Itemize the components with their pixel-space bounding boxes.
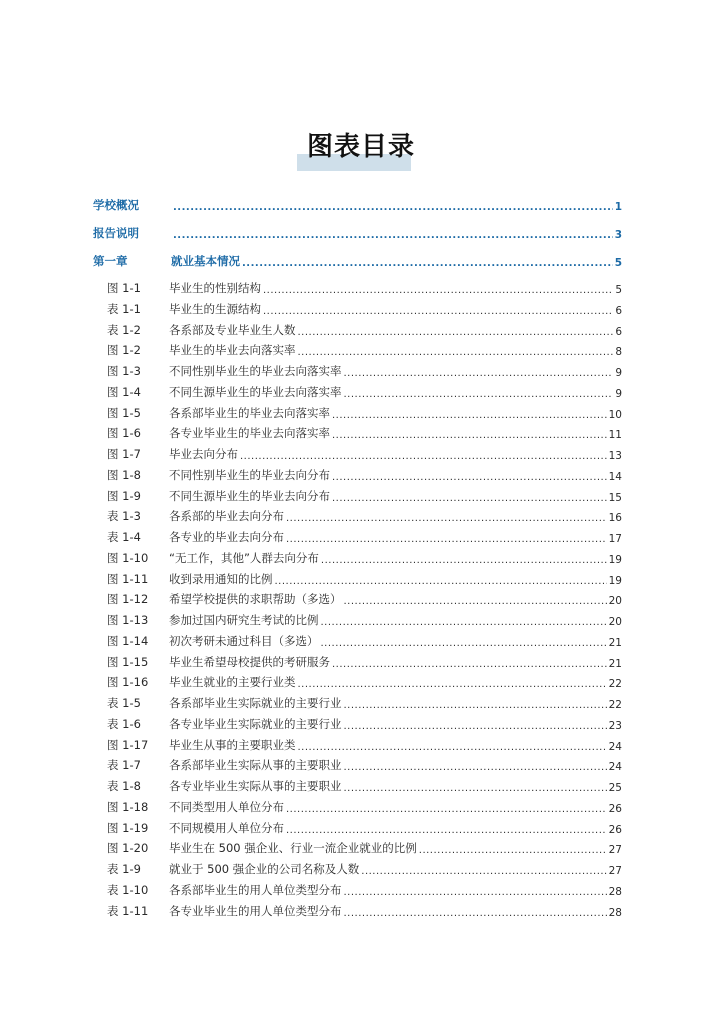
toc-page-number: 8 (615, 346, 622, 359)
toc-entry[interactable] (93, 320, 622, 338)
toc-entry[interactable] (93, 859, 622, 877)
toc-entry-title: 各专业的毕业去向分布 (169, 530, 284, 544)
toc-entry[interactable] (93, 818, 622, 836)
toc-page-number: 19 (608, 574, 622, 587)
toc-entry-label: 图 1-3 (107, 364, 141, 378)
toc-leader-dots (344, 905, 607, 919)
toc-entry[interactable] (93, 610, 622, 628)
toc-page-number: 26 (608, 823, 622, 836)
toc-entry-label: 表 1-6 (107, 716, 141, 731)
toc-leader-dots (286, 801, 607, 815)
toc-entry[interactable] (93, 569, 622, 587)
toc-entry[interactable] (93, 735, 622, 753)
toc-entry[interactable] (93, 299, 622, 317)
toc-main-entry[interactable] (93, 251, 622, 269)
toc-leader-dots (298, 676, 607, 690)
toc-leader-dots (263, 303, 613, 317)
toc-entry-label: 学校概况 (93, 198, 139, 212)
toc-leader-dots (286, 822, 607, 836)
toc-page-number: 15 (608, 491, 622, 504)
toc-entry[interactable] (93, 693, 622, 711)
toc-entry-title: 参加过国内研究生考试的比例 (169, 613, 319, 627)
toc-entry-title: 毕业生希望母校提供的考研服务 (169, 654, 330, 669)
toc-entry-label: 图 1-19 (107, 820, 149, 835)
toc-entry[interactable] (93, 382, 622, 400)
toc-entry-label: 图 1-15 (107, 654, 149, 669)
toc-page-number: 21 (608, 636, 622, 649)
toc-leader-dots (332, 490, 607, 504)
toc-entry[interactable] (93, 672, 622, 690)
toc-leader-dots (242, 255, 613, 269)
toc-entry-label: 图 1-10 (107, 550, 149, 565)
toc-entry-label: 图 1-6 (107, 426, 141, 441)
toc-entry-label: 图 1-7 (107, 447, 141, 461)
toc-entry[interactable] (93, 652, 622, 670)
toc-entry-label: 图 1-20 (107, 841, 149, 856)
toc-entry-label: 表 1-7 (107, 758, 141, 773)
toc-leader-dots (298, 324, 614, 338)
toc-entry-title: 收到录用通知的比例 (169, 571, 273, 586)
toc-page-number: 27 (608, 844, 622, 857)
toc-leader-dots (275, 573, 607, 587)
toc-entry-title: 各系部的毕业去向分布 (169, 509, 284, 524)
toc-entry-title: 不同生源毕业生的毕业去向落实率 (169, 384, 342, 399)
toc-entry[interactable] (93, 797, 622, 815)
toc-entry-label: 表 1-3 (107, 509, 141, 524)
toc-leader-dots (344, 386, 614, 400)
toc-entry-title: 毕业生的毕业去向落实率 (169, 343, 296, 358)
toc-entry-label: 图 1-13 (107, 613, 149, 627)
toc-page-number: 14 (608, 470, 622, 483)
toc-leader-dots (173, 199, 613, 213)
toc-entry[interactable] (93, 423, 622, 441)
toc-entry-label: 图 1-17 (107, 737, 149, 752)
toc-entry-title: 各专业毕业生的毕业去向落实率 (169, 426, 330, 441)
toc-leader-dots (344, 759, 607, 773)
toc-entry-title: 毕业生在 500 强企业、行业一流企业就业的比例 (169, 841, 417, 856)
toc-leader-dots (361, 863, 606, 877)
toc-entry-label: 图 1-8 (107, 467, 141, 482)
toc-leader-dots (332, 656, 607, 670)
toc-leader-dots (240, 448, 607, 462)
toc-entry-label: 表 1-10 (107, 882, 149, 897)
toc-entry-label: 表 1-5 (107, 696, 141, 710)
toc-entry-label: 图 1-5 (107, 405, 141, 420)
toc-page-number: 5 (615, 284, 622, 296)
toc-page-number: 20 (608, 595, 622, 608)
toc-page-number: 13 (608, 450, 622, 462)
toc-page-number: 16 (608, 512, 622, 525)
toc-entry[interactable] (93, 444, 622, 462)
toc-page-number: 6 (615, 325, 622, 338)
toc-leader-dots (332, 427, 607, 441)
toc-entry-title: 毕业生就业的主要行业类 (169, 675, 296, 690)
toc-page-number: 6 (615, 304, 622, 317)
toc-entry-title: 初次考研未通过科目（多选） (169, 633, 319, 648)
toc-entry-title: 各系部及专业毕业生人数 (169, 322, 296, 337)
toc-page-number: 5 (614, 257, 622, 269)
toc-entry[interactable] (93, 361, 622, 379)
toc-entry-label: 表 1-9 (107, 862, 141, 876)
toc-leader-dots (321, 635, 607, 649)
toc-entry[interactable] (93, 527, 622, 545)
toc-entry[interactable] (93, 776, 622, 794)
toc-entry[interactable] (93, 901, 622, 919)
toc-entry[interactable] (93, 465, 622, 483)
toc-leader-dots (321, 552, 607, 566)
toc-entry-title: 各专业毕业生实际从事的主要职业 (169, 779, 342, 793)
toc-page-number: 24 (608, 740, 622, 753)
toc-leader-dots (298, 344, 614, 358)
toc-leader-dots (344, 884, 607, 898)
toc-entry[interactable] (93, 714, 622, 732)
toc-entry[interactable] (93, 506, 622, 524)
toc-entry-title: 各系部毕业生的用人单位类型分布 (169, 882, 342, 897)
toc-entry-label: 图 1-12 (107, 592, 149, 607)
toc-entry[interactable] (93, 589, 622, 607)
toc-entry-label: 报告说明 (93, 226, 139, 240)
toc-entry-title: 不同性别毕业生的毕业去向落实率 (169, 364, 342, 378)
toc-entry-label: 图 1-9 (107, 488, 141, 503)
toc-entry-label: 图 1-1 (107, 281, 141, 295)
toc-entry-label: 图 1-11 (107, 571, 149, 586)
toc-page-number: 1 (614, 201, 622, 213)
toc-page-number: 11 (608, 429, 622, 442)
toc-entry-label: 图 1-16 (107, 675, 149, 690)
toc-entry-label: 图 1-4 (107, 384, 141, 399)
toc-entry[interactable] (93, 838, 622, 856)
toc-entry[interactable] (93, 631, 622, 649)
toc-page-number: 25 (608, 782, 622, 794)
toc-entry-title: 希望学校提供的求职帮助（多选） (169, 592, 342, 607)
toc-page-number: 28 (608, 906, 622, 919)
toc-entry-title: “无工作，其他”人群去向分布 (169, 550, 319, 565)
title-block (0, 126, 724, 178)
toc-leader-dots (344, 593, 607, 607)
toc-page-number: 9 (615, 367, 622, 379)
toc-main-entry[interactable] (93, 195, 622, 213)
toc-entry-label: 表 1-11 (107, 903, 149, 918)
toc-entry-label: 图 1-14 (107, 633, 149, 648)
toc-entry-title: 各专业毕业生实际就业的主要行业 (169, 716, 342, 731)
toc-entry-label: 表 1-1 (107, 301, 141, 316)
toc-entry-label: 图 1-18 (107, 799, 149, 814)
toc-entry[interactable] (93, 403, 622, 421)
toc-entry[interactable] (93, 486, 622, 504)
toc-leader-dots (344, 718, 607, 732)
toc-entry-title: 毕业生从事的主要职业类 (169, 737, 296, 752)
toc-entry-title: 各系部毕业生实际从事的主要职业 (169, 758, 342, 773)
toc-main-entry[interactable] (93, 223, 622, 241)
toc-leader-dots (321, 614, 607, 628)
toc-page-number: 19 (608, 553, 622, 566)
toc-page-number: 23 (608, 719, 622, 732)
toc-leader-dots (286, 531, 607, 545)
toc-entry-title: 各系部毕业生实际就业的主要行业 (169, 696, 342, 710)
toc-leader-dots (344, 697, 607, 711)
toc-entry-title: 不同类型用人单位分布 (169, 799, 284, 814)
toc-entry-label: 表 1-4 (107, 530, 141, 544)
toc-entry-title: 各专业毕业生的用人单位类型分布 (169, 903, 342, 918)
toc-leader-dots (298, 739, 607, 753)
toc-entry-title: 不同生源毕业生的毕业去向分布 (169, 488, 330, 503)
toc-entry[interactable] (93, 340, 622, 358)
toc-entry-title: 各系部毕业生的毕业去向落实率 (169, 405, 330, 420)
toc-page-number: 26 (608, 802, 622, 815)
toc-entry-title: 毕业生的生源结构 (169, 301, 261, 316)
toc-leader-dots (332, 469, 607, 483)
toc-leader-dots (419, 842, 607, 856)
toc-entry-title: 就业于 500 强企业的公司名称及人数 (169, 862, 360, 876)
toc-page-number: 20 (608, 616, 622, 628)
toc-page-number: 10 (608, 408, 622, 421)
toc-leader-dots (263, 282, 613, 296)
toc-page-number: 22 (608, 678, 622, 691)
toc-entry-label: 表 1-8 (107, 779, 141, 793)
toc-entry[interactable] (93, 880, 622, 898)
toc-entry-title: 毕业生的性别结构 (169, 281, 261, 295)
toc-page-number: 17 (608, 533, 622, 545)
toc-entry-title: 不同规模用人单位分布 (169, 820, 284, 835)
toc-leader-dots (344, 780, 607, 794)
toc-leader-dots (332, 407, 607, 421)
toc-leader-dots (344, 365, 614, 379)
toc-entry-label: 图 1-2 (107, 343, 141, 358)
toc-entry-title: 不同性别毕业生的毕业去向分布 (169, 467, 330, 482)
toc-page-number: 22 (608, 699, 622, 711)
toc-entry[interactable] (93, 548, 622, 566)
toc-entry-label: 表 1-2 (107, 322, 141, 337)
page-title: 图表目录 (307, 132, 416, 162)
toc-page-number: 3 (614, 229, 622, 241)
toc-leader-dots (286, 510, 607, 524)
toc-page-number: 27 (608, 865, 622, 877)
toc-page-number: 28 (608, 885, 622, 898)
toc-leader-dots (173, 227, 613, 241)
toc-entry[interactable] (93, 278, 622, 296)
toc-page-number: 24 (608, 761, 622, 774)
toc-entry-title: 就业基本情况 (171, 254, 240, 268)
toc-entry-title: 毕业去向分布 (169, 447, 238, 461)
toc-page-number: 21 (608, 657, 622, 670)
toc-entry[interactable] (93, 755, 622, 773)
toc-entry-label: 第一章 (93, 254, 128, 268)
toc-page-number: 9 (615, 387, 622, 400)
